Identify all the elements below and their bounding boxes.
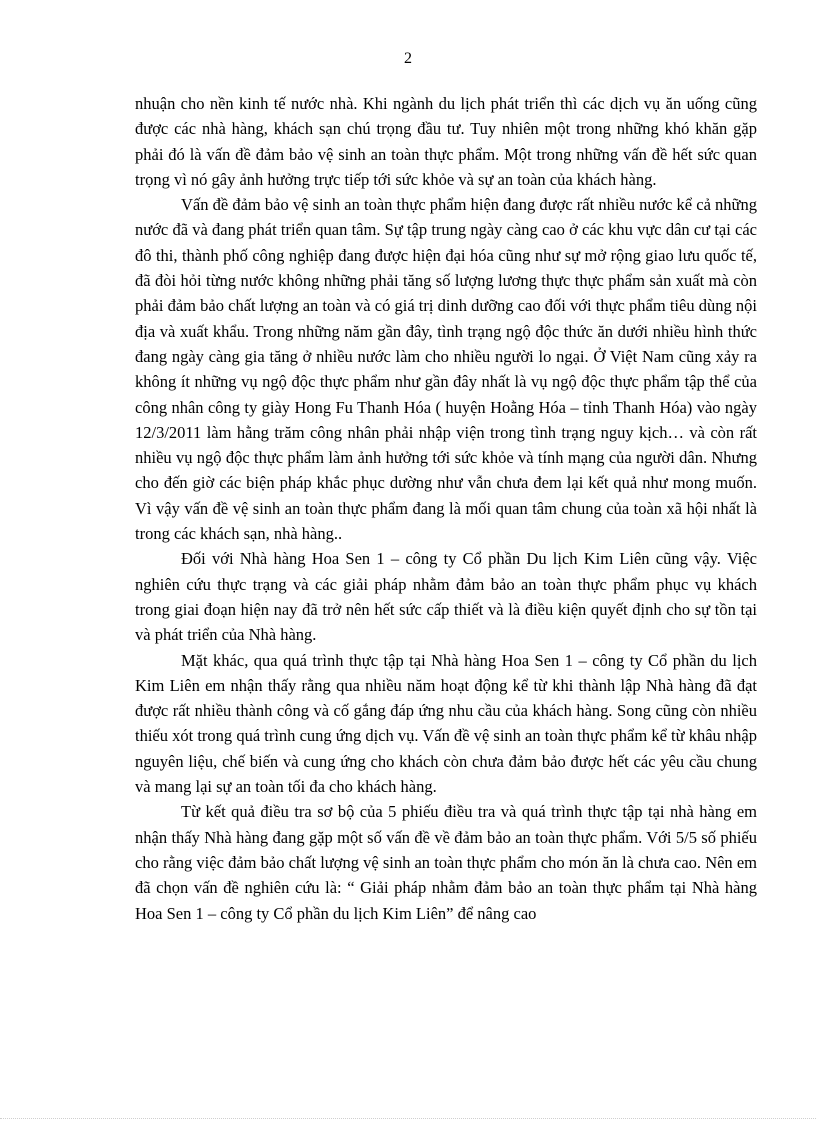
paragraph-4: Mặt khác, qua quá trình thực tập tại Nhà hàng Hoa Sen 1 – công ty Cổ phần du lịch Kim Liên em nhận thấy rằng qua nhiều năm hoạt động kể từ khi thành lập Nhà hàng đã đạt được rất nhiều thành công và cố gắng đáp ứng nhu cầu của khách hàng. Song cũng còn nhiều thiếu xót trong quá trình cung ứng dịch vụ. Vấn đề vệ sinh an toàn thực phẩm kể từ khâu nhập nguyên liệu, chế biến và cung ứng cho khách còn chưa đảm bảo được hết các yêu cầu chung và mang lại sự an toàn tối đa cho khách hàng.	[135, 650, 757, 797]
paragraph-2: Vấn đề đảm bảo vệ sinh an toàn thực phẩm hiện đang được rất nhiều nước kể cả những nước đã và đang phát triển quan tâm. Sự tập trung ngày càng cao ở các khu vực dân cư tại các đô thi, thành phố công nghiệp đang được hiện đại hóa cũng như sự mở rộng giao lưu quốc tế, đã đòi hỏi từng nước không những phải tăng số lượng lương thực thực phẩm sản xuất mà còn phải đảm bảo chất lượng an toàn và có giá trị dinh dưỡng cao đối với thực phẩm tiêu dùng nội địa và xuất khẩu. Trong những năm gần đây, tình trạng ngộ độc thức ăn dưới nhiều hình thức đang ngày càng gia tăng ở nhiều nước làm cho nhiều người lo ngại. Ở Việt Nam cũng xảy ra không ít những vụ ngộ độc thực phẩm như gần đây nhất là vụ ngộ độc thực phẩm tập thể của công nhân công ty giày Hong Fu Thanh Hóa ( huyện Hoằng Hóa – tỉnh Thanh Hóa) vào ngày 12/3/2011 làm hằng trăm công nhân phải nhập viện trong tình trạng nguy kịch… và còn rất nhiều vụ ngộ độc thực phẩm làm ảnh hưởng tới sức khỏe và tính mạng của người dân. Nhưng cho đến giờ các biện pháp khắc phục dường như vẫn chưa đem lại kết quả như mong muốn. Vì vậy vấn đề vệ sinh an toàn thực phẩm đang là mối quan tâm chung của toàn xã hội nhất là trong các khách sạn, nhà hàng..	[135, 195, 757, 544]
document-body	[135, 91, 757, 926]
paragraph-5: Từ kết quả điều tra sơ bộ của 5 phiếu điều tra và quá trình thực tập tại nhà hàng em nhận thấy Nhà hàng đang gặp một số vấn đề về đảm bảo an toàn thực phẩm. Với 5/5 số phiếu cho rằng việc đảm bảo chất lượng vệ sinh an toàn thực phẩm cho món ăn là chưa cao. Nên em đã chọn vấn đề nghiên cứu là: “ Giải pháp nhằm đảm bảo an toàn thực phẩm tại Nhà hàng Hoa Sen 1 – công ty Cổ phần du lịch Kim Liên” để nâng cao	[135, 802, 757, 923]
page-bottom-divider	[0, 1118, 816, 1119]
paragraph-3: Đối với Nhà hàng Hoa Sen 1 – công ty Cổ phần Du lịch Kim Liên cũng vậy. Việc nghiên cứu thực trạng và các giải pháp nhằm đảm bảo an toàn thực phẩm phục vụ khách trong giai đoạn hiện nay đã trở nên hết sức cấp thiết và là điều kiện quyết định cho sự tồn tại và phát triển của Nhà hàng.	[135, 549, 757, 645]
paragraph-1: nhuận cho nền kinh tế nước nhà. Khi ngành du lịch phát triển thì các dịch vụ ăn uống cũng được các nhà hàng, khách sạn chú trọng đầu tư. Tuy nhiên một trong những khó khăn gặp phải đó là vấn đề đảm bảo vệ sinh an toàn thực phẩm. Một trong những vấn đề hết sức quan trọng vì nó gây ảnh hưởng trực tiếp tới sức khỏe và sự an toàn của khách hàng.	[135, 94, 757, 189]
page-number: 2	[404, 50, 412, 67]
